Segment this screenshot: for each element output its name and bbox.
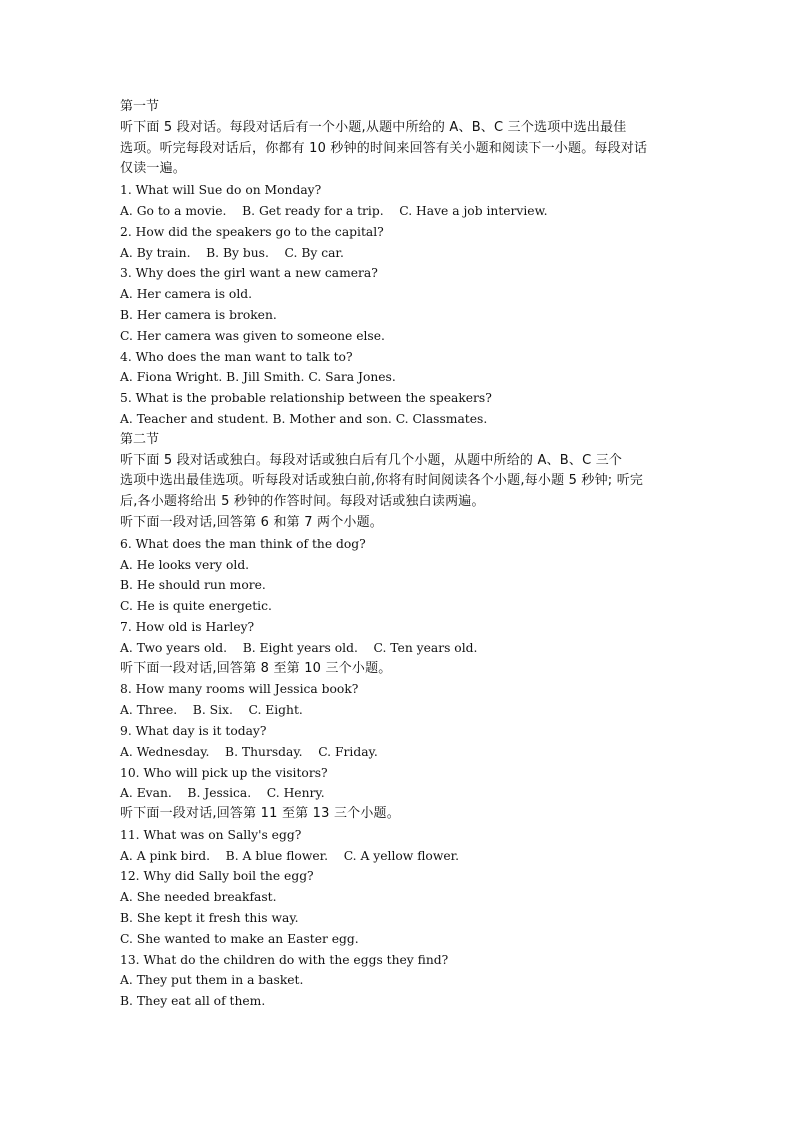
section1-heading: 第一节 [120,99,160,114]
question-2-options: A. By train. B. By bus. C. By car. [120,245,344,260]
section1-instruction-line: 选项。听完每段对话后，你都有 10 秒钟的时间来回答有关小题和阅读下一小题。每段对话 [120,140,648,156]
question-5-options: A. Teacher and student. B. Mother and son. C. Classmates. [120,411,488,426]
question-8: 8. How many rooms will Jessica book? [120,682,359,697]
question-6-option-c: C. He is quite energetic. [120,599,272,614]
section2-instruction-line: 选项中选出最佳选项。听每段对话或独白前,你将有时间阅读各个小题,每小题 5 秒钟; 听完 [120,473,644,489]
question-6: 6. What does the man think of the dog? [120,536,366,551]
question-9-options: A. Wednesday. B. Thursday. C. Friday. [120,744,378,759]
question-13-option-a: A. They put them in a basket. [120,973,304,988]
document-page [120,97,680,1012]
question-5: 5. What is the probable relationship between the speakers? [120,391,492,406]
question-3-option-c: C. Her camera was given to someone else. [120,328,385,343]
question-4: 4. Who does the man want to talk to? [120,349,353,364]
question-11-options: A. A pink bird. B. A blue flower. C. A yellow flower. [120,848,460,863]
group3-intro: 听下面一段对话,回答第 11 至第 13 三个小题。 [120,806,400,822]
question-13-option-b: B. They eat all of them. [120,994,266,1009]
question-12-option-c: C. She wanted to make an Easter egg. [120,931,359,946]
group1-intro: 听下面一段对话,回答第 6 和第 7 两个小题。 [120,514,384,530]
section1-instruction-line: 听下面 5 段对话。每段对话后有一个小题,从题中所给的 A、B、C 三个选项中选出最佳 [120,119,627,135]
section2-heading: 第二节 [120,431,160,447]
section2-instruction-line: 听下面 5 段对话或独白。每段对话或独白后有几个小题，从题中所给的 A、B、C 三个 [120,452,623,468]
question-12-option-a: A. She needed breakfast. [120,890,277,905]
question-7-options: A. Two years old. B. Eight years old. C. Ten years old. [120,640,478,655]
question-13: 13. What do the children do with the eggs they find? [120,952,449,967]
question-6-option-b: B. He should run more. [120,578,266,593]
section1-instruction-line: 仅读一遍。 [120,161,187,177]
group2-intro: 听下面一段对话,回答第 8 至第 10 三个小题。 [120,660,392,676]
question-12: 12. Why did Sally boil the egg? [120,869,314,884]
question-10-options: A. Evan. B. Jessica. C. Henry. [120,786,325,801]
question-7: 7. How old is Harley? [120,619,255,634]
question-11: 11. What was on Sally's egg? [120,827,302,842]
question-6-option-a: A. He looks very old. [120,557,250,572]
question-1-options: A. Go to a movie. B. Get ready for a trip. C. Have a job interview. [120,203,548,218]
question-4-options: A. Fiona Wright. B. Jill Smith. C. Sara Jones. [120,370,396,385]
question-10: 10. Who will pick up the visitors? [120,765,328,780]
question-8-options: A. Three. B. Six. C. Eight. [120,703,303,718]
question-12-option-b: B. She kept it fresh this way. [120,911,299,926]
question-3: 3. Why does the girl want a new camera? [120,266,378,281]
question-3-option-b: B. Her camera is broken. [120,307,277,322]
question-3-option-a: A. Her camera is old. [120,287,253,302]
question-9: 9. What day is it today? [120,723,267,738]
question-2: 2. How did the speakers go to the capital? [120,224,384,239]
section2-instruction-line: 后,各小题将给出 5 秒钟的作答时间。每段对话或独白读两遍。 [120,494,485,510]
question-1: 1. What will Sue do on Monday? [120,183,322,198]
